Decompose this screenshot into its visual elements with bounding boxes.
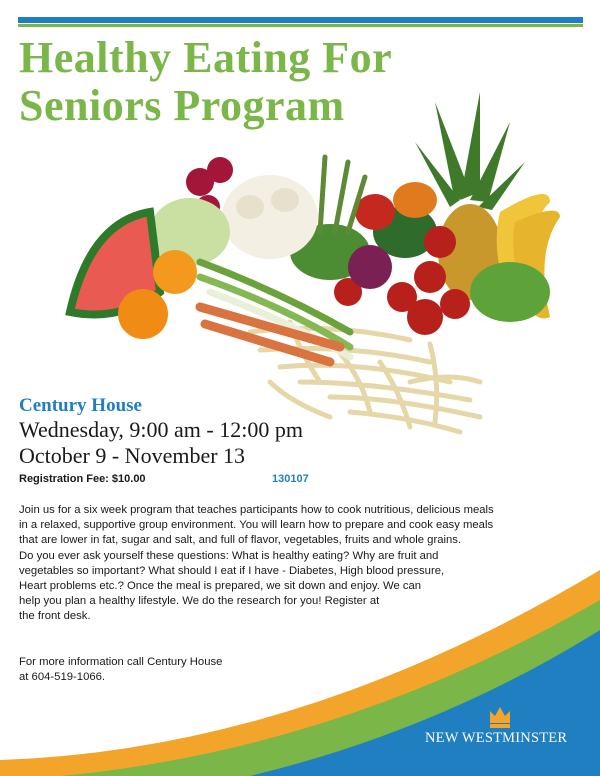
registration-fee: Registration Fee: $10.00 <box>19 473 146 485</box>
header-bar-blue <box>18 17 583 23</box>
orange-2 <box>118 289 168 339</box>
orange-pepper <box>393 182 437 218</box>
city-brand-name: NEW WESTMINSTER <box>425 730 568 746</box>
description-line: Do you ever ask yourself these questions: What is healthy eating? Why are fruit and <box>19 549 439 562</box>
header-bar-green <box>18 24 583 27</box>
cauliflower <box>222 175 318 259</box>
title-line-1: Healthy Eating For <box>19 33 393 82</box>
description-line: in a relaxed, supportive group environment. You will learn how to prepare and cook easy meals <box>19 519 494 532</box>
description-line: Heart problems etc.? Once the meal is prepared, we sit down and enjoy. We can <box>19 580 422 593</box>
description-line: that are lower in fat, sugar and salt, and full of flavor, vegetables, fruits and whole grains. <box>19 534 462 547</box>
beans-pile <box>250 322 480 432</box>
description-line: vegetables so important? What should I eat if I have - Diabetes, High blood pressure, <box>19 564 445 577</box>
schedule-day-time: Wednesday, 9:00 am - 12:00 pm <box>19 417 303 442</box>
cauliflower-floret-2 <box>271 188 299 212</box>
contact-line-2: at 604-519-1066. <box>19 671 106 684</box>
lettuce <box>470 262 550 322</box>
description-line: the front desk. <box>19 610 91 623</box>
description-line: help you plan a healthy lifestyle. We do the research for you! Register at <box>19 595 380 608</box>
schedule <box>19 417 303 469</box>
cauliflower-floret <box>236 195 264 219</box>
orange <box>153 250 197 294</box>
red-pepper <box>355 194 395 230</box>
crown-icon <box>488 703 512 729</box>
contact-line-1: For more information call Century House <box>19 656 223 668</box>
title-line-2: Seniors Program <box>19 81 345 130</box>
schedule-dates: October 9 - November 13 <box>19 443 246 468</box>
red-onion <box>348 245 392 289</box>
program-code: 130107 <box>272 473 309 485</box>
description-line: Join us for a six week program that teaches participants how to cook nutritious, delicious meals <box>19 504 494 516</box>
venue-heading: Century House <box>19 395 142 416</box>
